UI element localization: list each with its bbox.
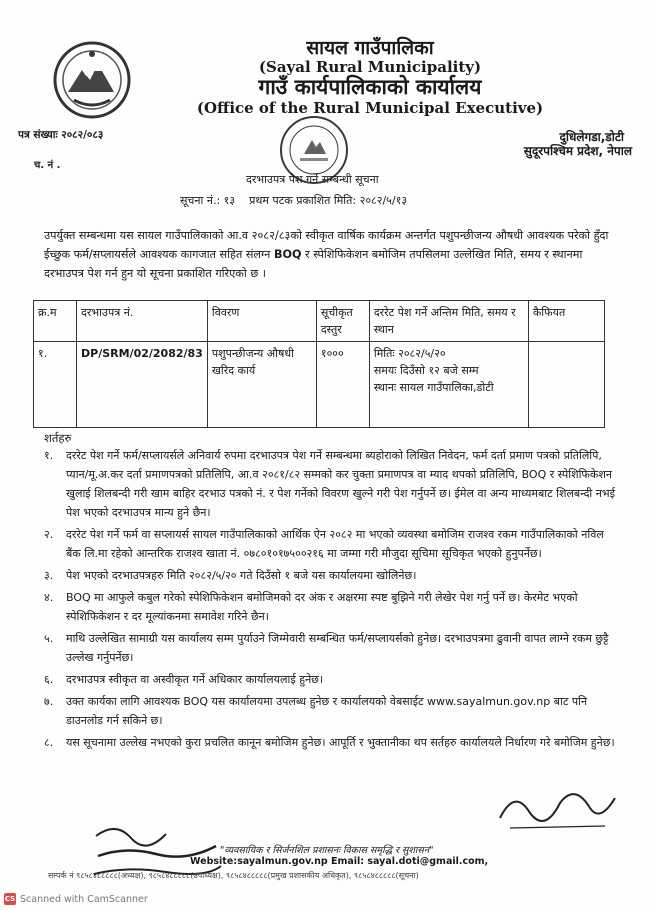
terms-heading: शर्तहरु: [44, 431, 72, 445]
col-header-remarks: कैफियत: [528, 301, 604, 342]
cell-fee: १०००: [316, 342, 369, 428]
deadline-place: स्थानः सायल गाउँपालिका,डोटी: [373, 381, 494, 394]
chief-signature: [490, 778, 620, 838]
term-text: यस सूचनामा उल्लेख नभएको कुरा प्रचलित कानून बमोजिम हुनेछ। आपूर्ति र भुक्तानीका थप सर्तहरु कार्यालयले निर्धारण गरे बमोजिम हुनेछ।: [66, 736, 615, 749]
footer-slogan: "व्यवसायिक र सिर्जनशिल प्रशासनः विकास समृद्धि र सुशासन": [220, 845, 434, 856]
terms-list: [44, 446, 618, 755]
municipality-title-en: (Sayal Rural Municipality): [258, 58, 482, 76]
footer-phones: सम्पर्क नं ९८५८४८८८८८(अध्यक्ष), ९८५८४८८८८८(उपाध्यक्ष), ९८५८४८८८८८(प्रमुख प्रशासकीय अधिकृत), ९८५८४८८८८८(सूचना): [48, 871, 419, 880]
table-header-row: [34, 301, 605, 342]
col-header-description: विवरण: [207, 301, 316, 342]
dispatch-number: च. नं .: [34, 160, 61, 171]
col-header-bid-no: दरभाउपत्र नं.: [77, 301, 208, 342]
deadline-time: समयः दिउँसो १२ बजे सम्म: [373, 364, 479, 377]
cell-deadline: [369, 342, 528, 428]
term-number: १.: [44, 449, 54, 462]
notice-subject: दरभाउपत्र पेश गर्ने सम्बन्धी सूचना: [246, 173, 379, 186]
list-item: [44, 446, 618, 522]
term-number: ३.: [44, 569, 54, 582]
term-number: ४.: [44, 591, 54, 604]
col-header-sn: क्र.म: [34, 301, 77, 342]
intro-text-1: उपर्युक्त सम्बन्धमा यस सायल गाउँपालिकाको आ.व २०८२/८३को स्वीकृत वार्षिक कार्यक्रम अन्तर्गत पशुपन्छीजन्य औषधी आवश्यक परेको हुँदा ईच्छुक फर्म/सप्लायर्सले आवश्यक कागजात सहित संलग्न: [44, 229, 609, 261]
list-item: [44, 566, 618, 585]
camscanner-watermark: [4, 893, 148, 905]
cell-sn: १.: [34, 342, 77, 428]
footer-contact: Website:sayalmun.gov.np Email: sayal.doti@gmail.com,: [190, 856, 489, 867]
list-item: [44, 692, 618, 730]
intro-boq: BOQ: [273, 248, 302, 261]
watermark-text: Scanned with CamScanner: [20, 893, 148, 905]
term-text: BOQ मा आफुले कबुल गरेको स्पेशिफिकेशन बमोजिमको दर अंक र अक्षरमा स्पष्ट बुझिने गरी लेखेर पेश गर्नु पर्ने छ। केरमेट भएको स्पेशिफिकेशन र दर मूल्यांकनमा समावेश गरिने छैन।: [66, 591, 578, 623]
table-row: [34, 342, 605, 428]
term-number: ८.: [44, 736, 54, 749]
term-number: ७.: [44, 695, 54, 708]
col-header-fee: सूचीकृत दस्तुर: [316, 301, 369, 342]
deadline-date: मितिः २०८२/५/२०: [373, 347, 446, 360]
col-header-deadline: दररेट पेश गर्ने अन्तिम मिति, समय र स्थान: [369, 301, 528, 342]
term-text: दरभाउपत्र स्वीकृत वा अस्वीकृत गर्ने अधिकार कार्यालयलाई हुनेछ।: [66, 673, 324, 686]
term-text: उक्त कार्यका लागि आवश्यक BOQ यस कार्यालयमा उपलब्ध हुनेछ र कार्यालयको वेबसाईट www.sayalmun.gov.np बाट पनि डाउनलोड गर्न सकिने छ।: [66, 695, 588, 727]
office-title-en: (Office of the Rural Municipal Executive): [196, 99, 544, 117]
term-number: ६.: [44, 673, 54, 686]
office-title-np: गाउँ कार्यपालिकाको कार्यालय: [258, 75, 482, 99]
notice-number-line: सूचना नं.: १३ प्रथम पटक प्रकाशित मिति: २०८२/५/१३: [180, 194, 408, 207]
camscanner-icon: CS: [4, 895, 16, 903]
cell-bid-no: DP/SRM/02/2082/83: [77, 342, 208, 428]
term-number: २.: [44, 528, 54, 541]
term-text: दररेट पेश गर्ने फर्म/सप्लायर्सले अनिवार्य रुपमा दरभाउपत्र पेश गर्ने सम्बन्धमा ब्यहोराको लिखित निवेदन, फर्म दर्ता प्रमाण पत्रको प्रतिलिपि, प्यान/मू.अ.कर दर्ता प्रमाणपत्रको प्रतिलिपि, आ.व २०८१/८२ सम्मको कर चुक्ता प्रमाणपत्र वा म्याद थपको प्रतिलिपि, BOQ र स्पेशिफिकेशन खुलाई शिलबन्दी गरी खाम बाहिर दरभाउ पत्रको नं. र पेश गर्नेको विवरण खुल्ने गरी पेश गर्नुपर्ने छ। ईमेल वा अन्य माध्यमबाट शिलबन्दी नभई पेश भएको दरभाउपत्र मान्य हुने छैन।: [66, 449, 616, 519]
term-text: माथि उल्लेखित सामाग्री यस कार्यालय सम्म पुर्याउने जिम्मेवारी सम्बन्धित फर्म/सप्लायर्सको हुनेछ। दरभाउपत्रमा ढुवानी वापत लाग्ने रकम छुट्टै उल्लेख गर्नुपर्नेछ।: [66, 632, 609, 664]
list-item: [44, 588, 618, 626]
bid-table: [33, 300, 605, 428]
address-line-1: दुधिलेगडा,डोटी: [559, 130, 624, 144]
term-text: पेश भएको दरभाउपत्रहरु मिति २०८२/५/२० गते दिउँसो १ बजे यस कार्यालयमा खोलिनेछ।: [66, 569, 417, 582]
nepal-emblem-icon: [52, 40, 132, 120]
intro-text-2: र स्पेशिफिकेशन बमोजिम तपसिलमा उल्लेखित मिति, समय र स्थानमा दरभाउपत्र पेश गर्न हुन यो सूचना प्रकाशित गरिएको छ ।: [44, 248, 583, 280]
municipality-title-np: सायल गाउँपालिका: [306, 37, 434, 59]
list-item: [44, 733, 618, 752]
reference-number: पत्र संख्याः २०८२/०८३: [18, 129, 104, 141]
list-item: [44, 670, 618, 689]
intro-paragraph: [44, 226, 614, 283]
cell-description: पशुपन्छीजन्य औषधी खरिद कार्य: [207, 342, 316, 428]
list-item: [44, 629, 618, 667]
list-item: [44, 525, 618, 563]
term-text: दररेट पेश गर्ने फर्म वा सप्लायर्स सायल गाउँपालिकाको आर्थिक ऐन २०८२ मा भएको व्यवस्था बमोजिम राजश्व रकम गाउँपालिकाको नविल बैंक लि.मा रहेको आन्तरिक राजश्व खाता नं. ०७८०१०१७५००२१६ मा जम्मा गरी मौजुदा सूचिमा सूचिकृत भएको हुनुपर्नेछ।: [66, 528, 604, 560]
address-line-2: सुदूरपश्चिम प्रदेश, नेपाल: [523, 144, 632, 158]
cell-remarks: [528, 342, 604, 428]
term-number: ५.: [44, 632, 54, 645]
